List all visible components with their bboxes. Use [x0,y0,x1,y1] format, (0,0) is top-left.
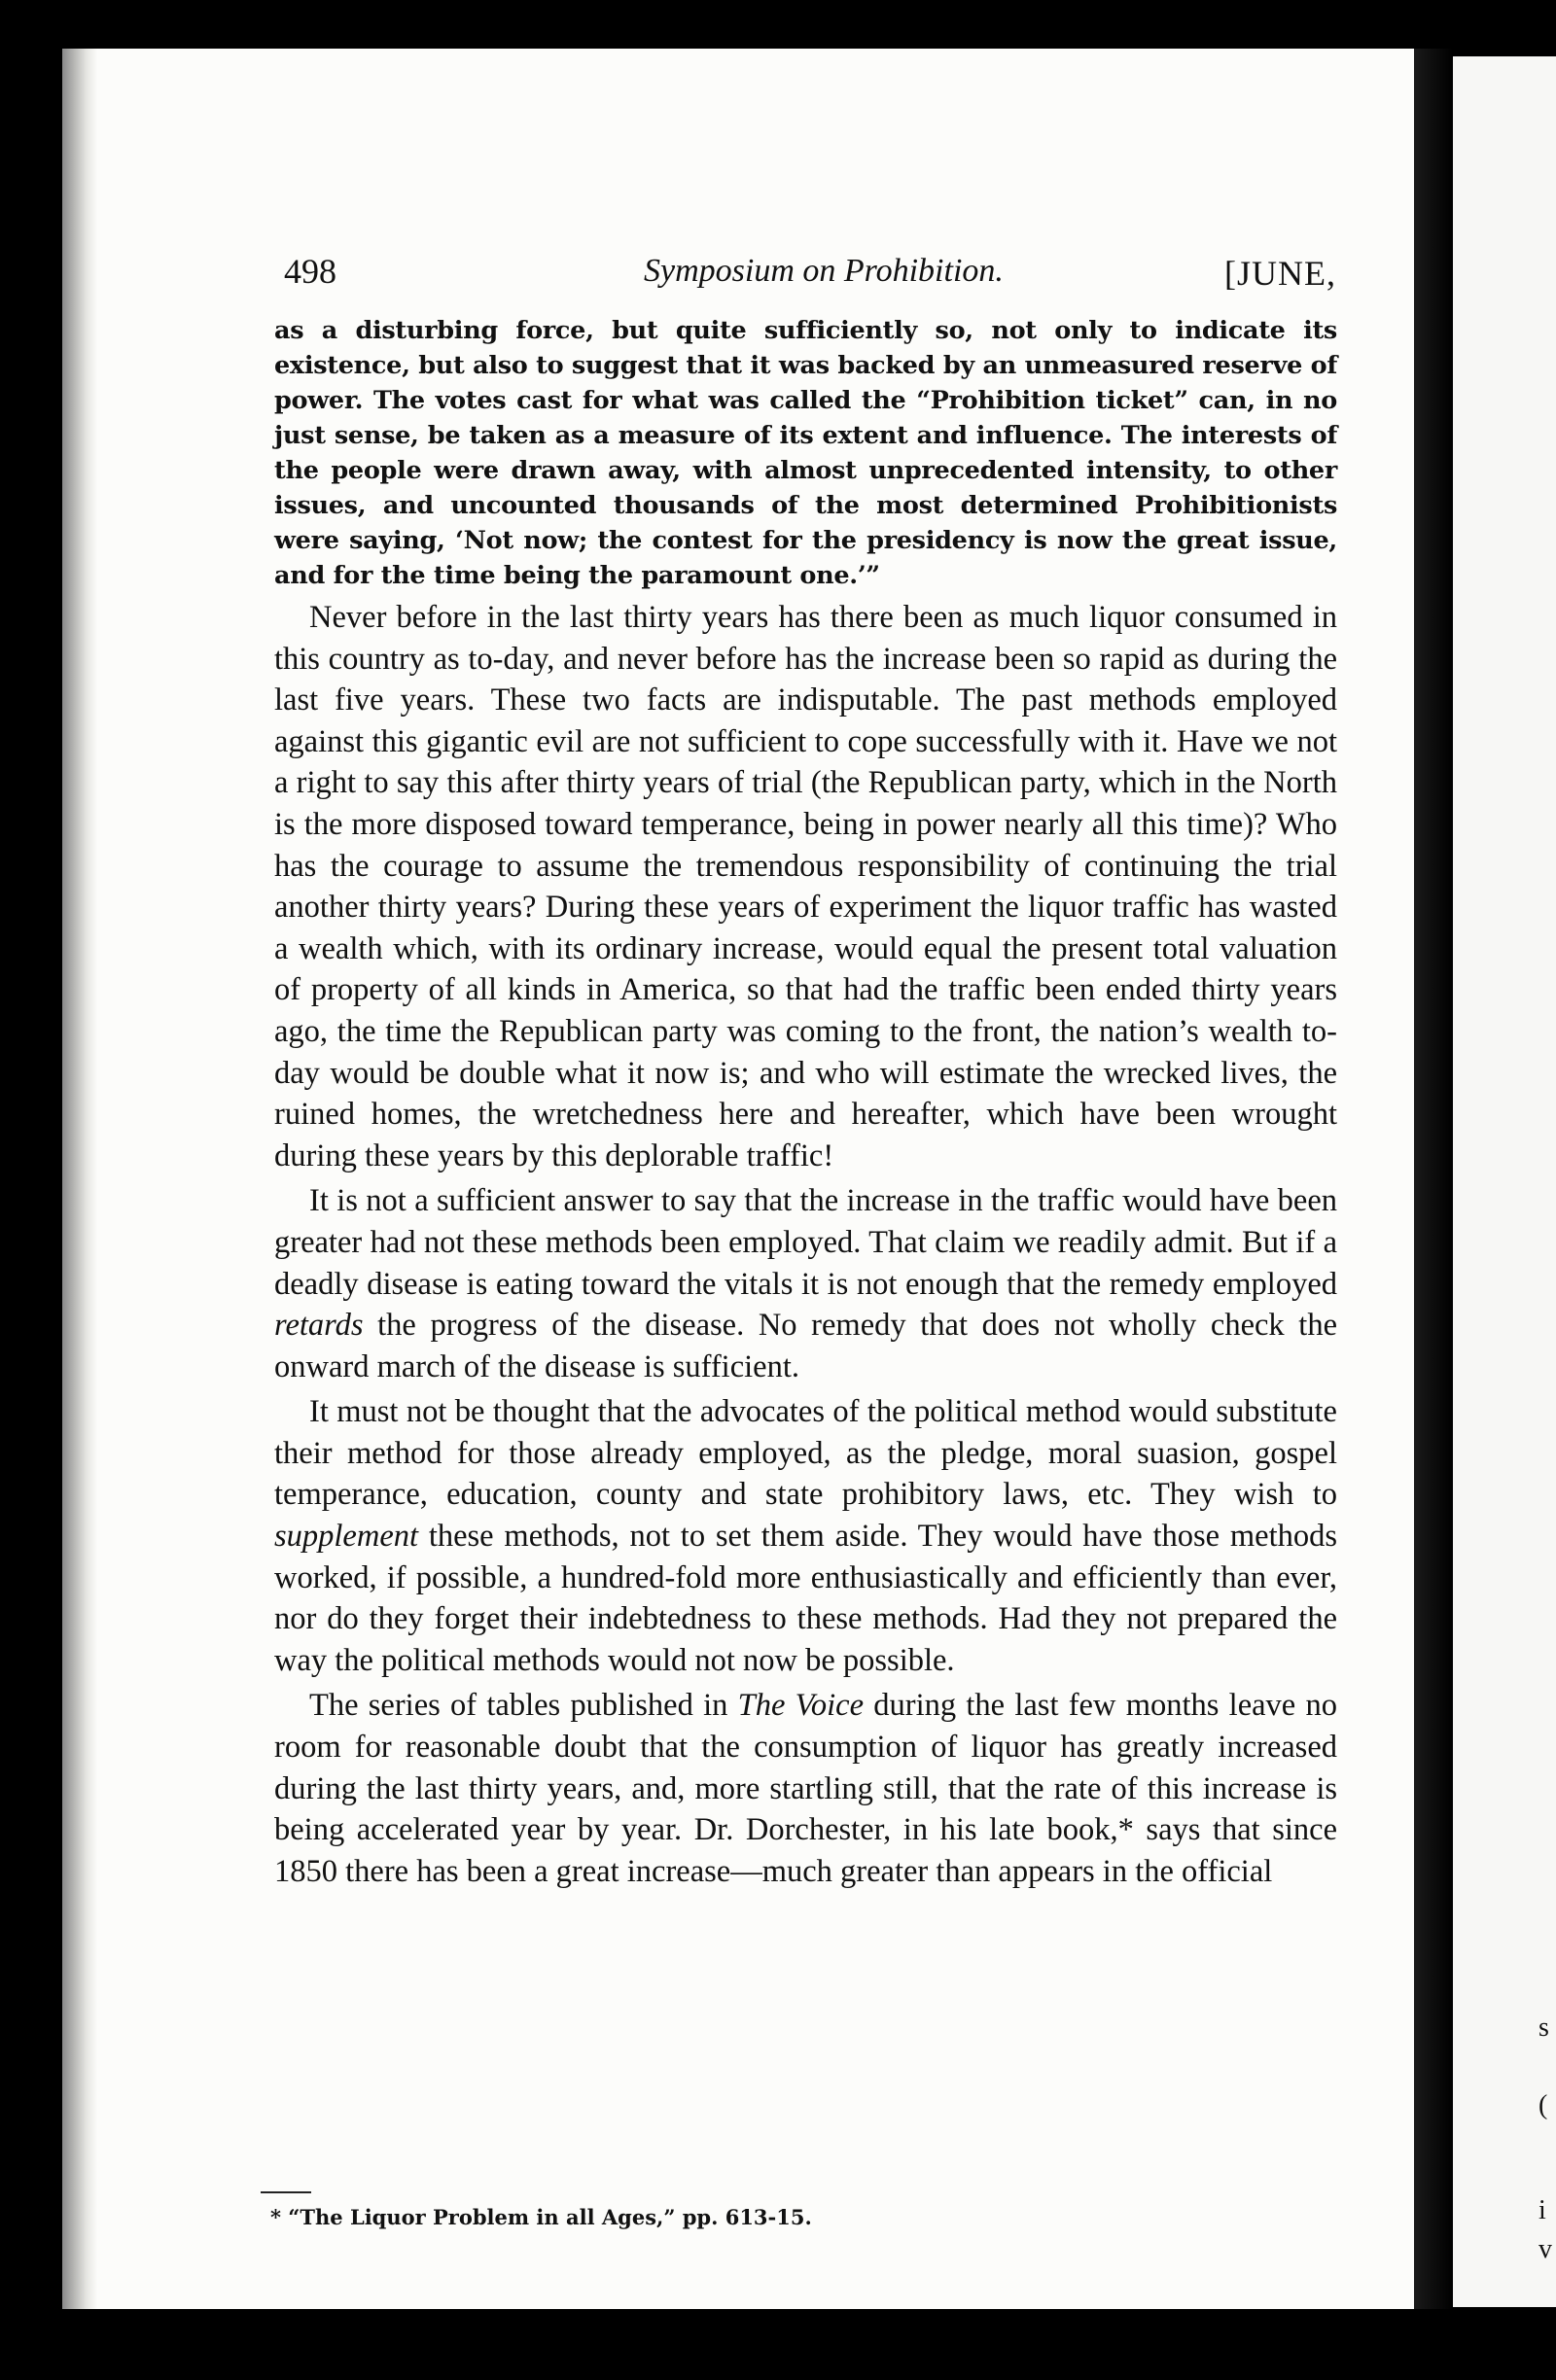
paragraph-4-text-a: The series of tables published in [309,1688,738,1724]
paragraph-2 [274,1180,1337,1387]
facing-page-letter: i [1538,2195,1546,2225]
book-gutter [1414,49,1453,2309]
footnote-rule [261,2191,311,2193]
paragraph-4-emphasis: The Voice [737,1688,865,1724]
running-head [282,251,1342,299]
paragraph-4-text-b: during the last few months leave no room for reasonable doubt that the consumption of liquor has greatly increased during the last thirty years, and, more startling still, that the rate of this increase is being accelerated year by year. Dr. Dorchester, in his late book,* says that since 1850 there has been a great increase—much greater than appears in the official [274,1688,1337,1889]
paragraph-3-text-b: these methods, not to set them aside. They would have those methods worked, if possible, a hundred-fold more enthusiastically and efficiently than ever, nor do they forget their indebtedness to these methods. Had they not prepared the way the political methods would not now be possible. [274,1519,1337,1678]
running-title: Symposium on Prohibition. [644,253,1004,289]
facing-page-letter: s [1538,2012,1549,2043]
paragraph-1: Never before in the last thirty years has there been as much liquor consumed in this country as to-day, and never before has the increase been so rapid as during the last five years. These two facts are indisputable. The past methods employed against this gigantic evil are not sufficient to cope successfully with it. Have we not a right to say this after thirty years of trial (the Republican party, which in the North is the more disposed toward temperance, being in power nearly all this time)? Who has the courage to assume the tremendous responsibility of continuing the trial another thirty years? During these years of experiment the liquor traffic has wasted a wealth which, with its ordinary increase, would equal the present total valuation of property of all kinds in America, so that had the traffic been ended thirty years ago, the time the Republican party was coming to the front, the nation’s wealth to-day would be double what it now is; and who will estimate the wrecked lives, the ruined homes, the wretchedness here and hereafter, which have been wrought during these years by this deplorable traffic! [274,600,1337,1173]
facing-page-letter: ( [1538,2090,1548,2120]
body-text [274,313,1337,1892]
facing-page-letter: v [1538,2234,1552,2264]
paragraph-3 [274,1391,1337,1681]
quoted-passage: as a disturbing force, but quite sufficiently so, not only to indicate its existence, but also to suggest that it was backed by an unmeasured reserve of power. The votes cast for what was called the “Prohibition ticket” can, in no just sense, be taken as a measure of its extent and influence. The interests of the people were drawn away, with almost unprecedented intensity, to other issues, and uncounted thousands of the most determined Prohibitionists were saying, ‘Not now; the contest for the presidency is now the great issue, and for the time being the paramount one.’” [274,316,1337,590]
page-number: 498 [284,252,336,291]
paragraph-4 [274,1685,1337,1892]
paragraph-3-emphasis: supplement [274,1519,419,1555]
footnote: * “The Liquor Problem in all Ages,” pp. 613-15. [270,2205,812,2229]
paragraph-3-text-a: It must not be thought that the advocates of the political method would substitute their method for those already employed, as the pledge, moral suasion, gospel temperance, education, county and state prohibitory laws, etc. They wish to [274,1394,1337,1513]
running-month: [JUNE, [1224,254,1336,293]
page-edge-shadow [62,49,97,2309]
paragraph-2-emphasis: retards [274,1308,364,1344]
paragraph-2-text-a: It is not a sufficient answer to say that the increase in the traffic would have been greater had not these methods been employed. That claim we readily admit. But if a deadly disease is eating toward the vitals it is not enough that the remedy employed [274,1183,1337,1302]
facing-page-fragment [1453,56,1556,2307]
paragraph-2-text-b: the progress of the disease. No remedy that does not wholly check the onward march of the disease is sufficient. [274,1308,1337,1384]
